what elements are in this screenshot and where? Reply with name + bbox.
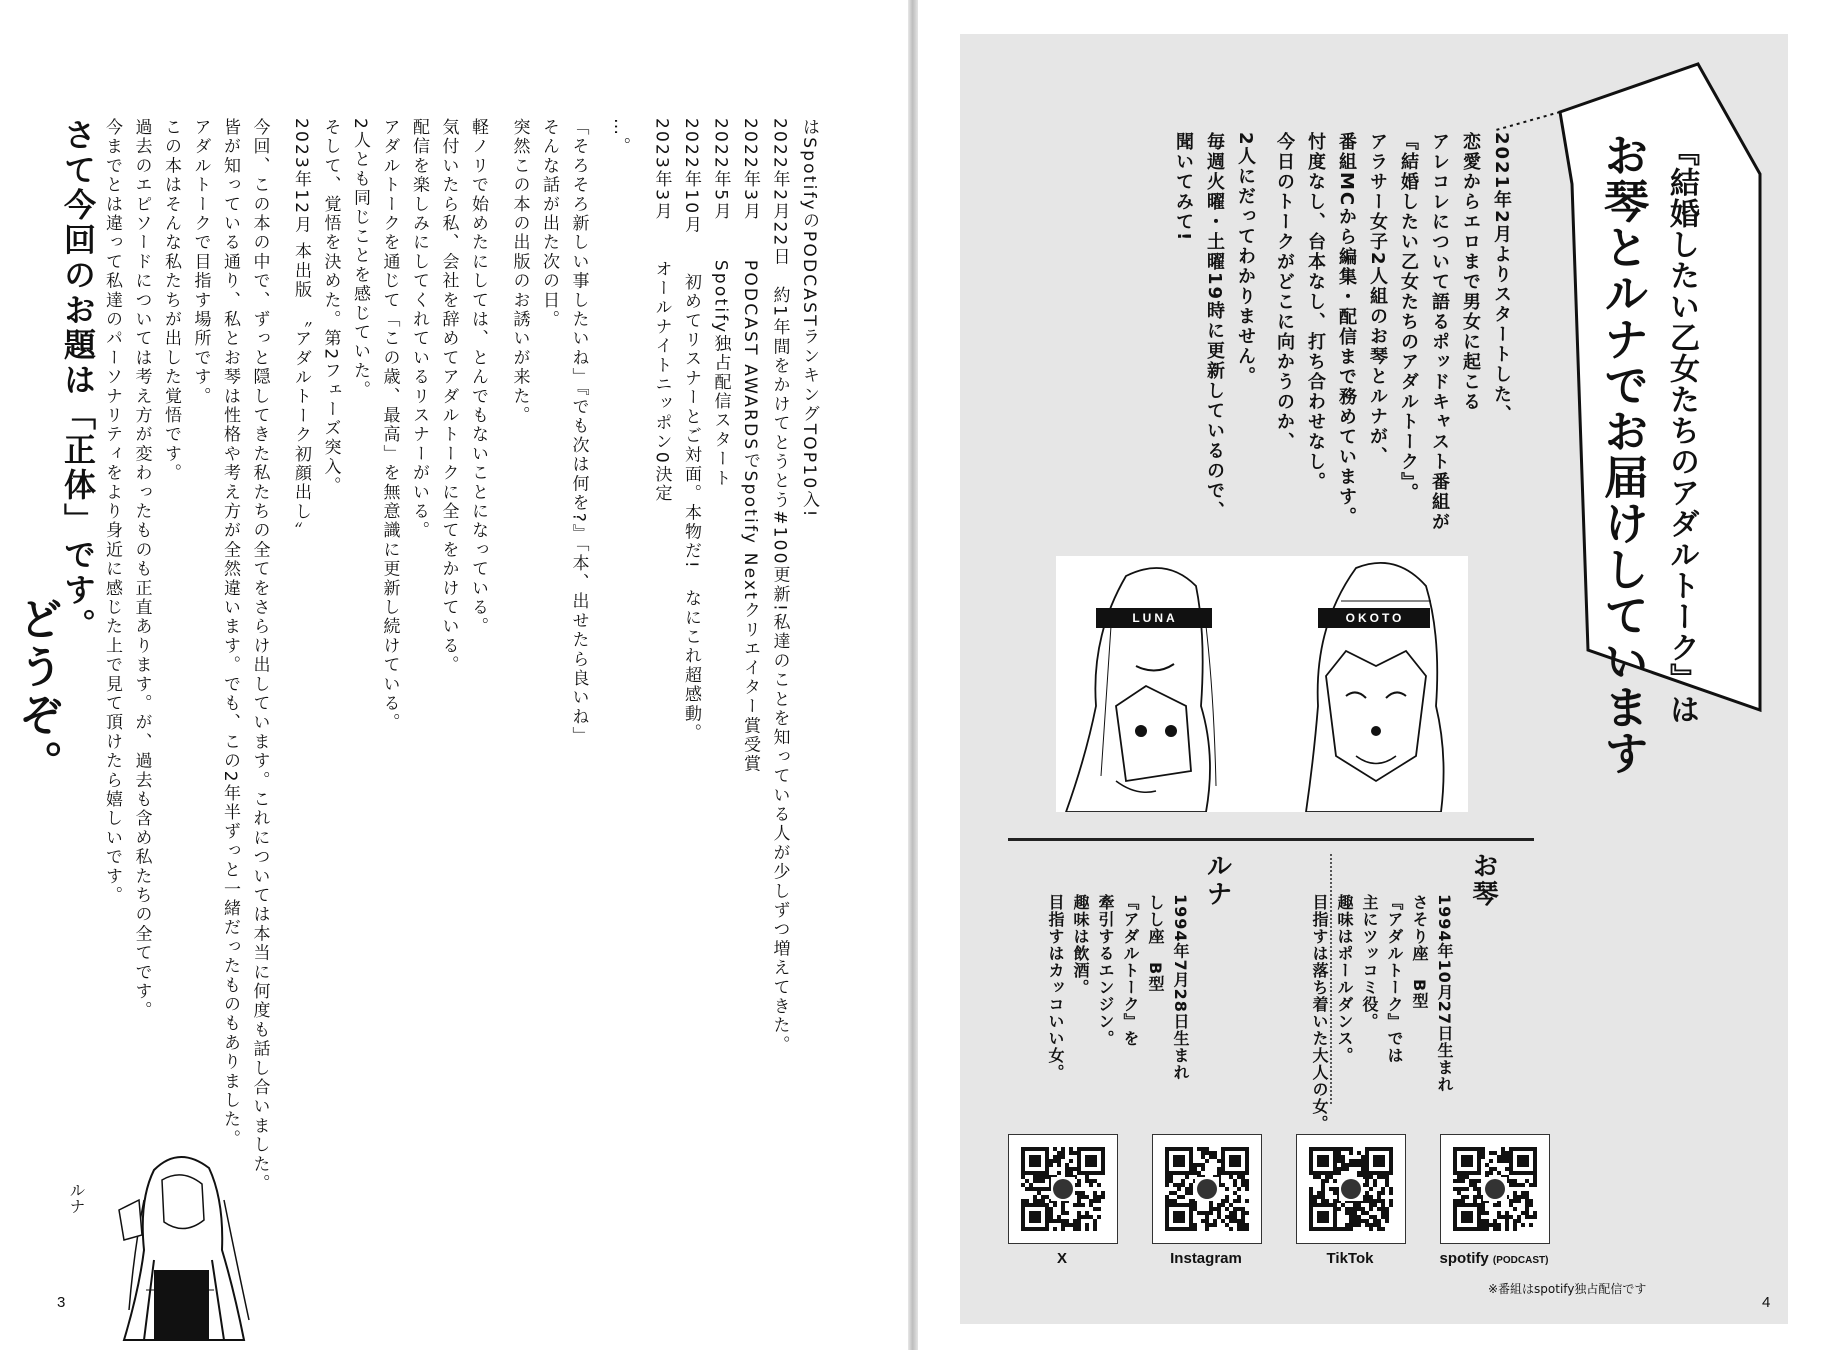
- intro-column: 2人にだってわかりません。: [1235, 132, 1256, 387]
- footnote: ※番組はspotify独占配信です: [1488, 1282, 1647, 1296]
- body-column: 2人とも同じことを感じていた。: [350, 118, 370, 400]
- profile-line: 目指すは落ち着いた大人の女。: [1310, 894, 1329, 1132]
- body-column: アダルトークを通じて「この歳、最高」を無意識に更新し続けている。: [379, 118, 400, 733]
- intro-column: アレコレについて語るポッドキャスト番組が: [1429, 132, 1450, 532]
- body-column: 2022年5月 Spotify独占配信スタート: [710, 118, 731, 488]
- body-column: …。: [610, 118, 630, 157]
- qr-code-tiktok[interactable]: [1296, 1134, 1406, 1244]
- profile-line: 趣味は飲酒。: [1071, 894, 1090, 996]
- profile-okoto-name: お琴: [1468, 852, 1498, 908]
- character-illustration-box: [1056, 556, 1468, 812]
- body-column: 2022年3月 PODCAST AWARDSでSpotify Nextクリエイター賞受賞: [740, 118, 760, 774]
- body-column: 皆が知っている通り、私とお琴は性格や考え方が全然違います。でも、この2年半ずっと一緒だったものもありました。: [220, 118, 240, 1149]
- page-number-left: 3: [57, 1294, 66, 1311]
- profile-line: 1994年7月28日生まれ: [1171, 894, 1190, 1081]
- intro-column: 番組MCから編集・配信まで務めています。: [1336, 132, 1357, 528]
- qr-code-x[interactable]: [1008, 1134, 1118, 1244]
- body-column: 軽ノリで始めたにしては、とんでもないことになっている。: [468, 118, 488, 637]
- body-column: はSpotifyのPODCASTランキングTOP10入!: [799, 118, 819, 519]
- body-column: 2022年10月 初めてリスナーとご対面。本物だ! なにこれ超感動。: [681, 118, 701, 743]
- right-panel: [960, 34, 1788, 1324]
- profile-separator: [1330, 854, 1332, 1104]
- profile-line: しし座 B型: [1146, 894, 1165, 993]
- qr-label: [1414, 1250, 1574, 1267]
- body-column: 2023年3月 オールナイトニッポン0決定: [651, 118, 672, 504]
- body-column: 今回、この本の中で、ずっと隠してきた私たちの全てをさらけ出しています。これについては本当に何度も話し合いました。: [249, 118, 270, 1194]
- body-column: そんな話が出た次の日。: [539, 118, 559, 330]
- qr-code-instagram[interactable]: [1152, 1134, 1262, 1244]
- qr-label-text: spotify: [1439, 1250, 1489, 1267]
- characters-illustration: [1056, 556, 1468, 812]
- profile-line: 趣味はポールダンス。: [1335, 894, 1354, 1064]
- qr-label-text: X: [1056, 1250, 1067, 1267]
- profile-divider: [1008, 838, 1534, 841]
- intro-column: 毎週火曜・土曜19時に更新しているので、: [1204, 132, 1225, 522]
- page-number-right: 4: [1762, 1294, 1771, 1311]
- profile-line: 『アダルトーク』では: [1385, 894, 1404, 1064]
- body-column: 過去のエピソードについては考え方が変わったものも正直あります。が、過去も含め私たちの全てです。: [131, 118, 152, 1021]
- body-column: そして、覚悟を決めた。第2フェーズ突入。: [320, 118, 341, 496]
- body-column: アダルトークで目指す場所です。: [190, 118, 211, 406]
- body-column: 今までとは違って私達のパーソナリティをより身近に感じた上で見て頂けたら嬉しいです。: [102, 118, 122, 906]
- intro-column: 忖度なし、台本なし、打ち合わせなし。: [1305, 132, 1326, 492]
- intro-column: 2021年2月よりスタートした、: [1491, 132, 1512, 425]
- qr-label: [1270, 1250, 1430, 1267]
- intro-column: 今日のトークがどこに向かうのか、: [1274, 132, 1295, 452]
- body-column: この本はそんな私たちが出した覚悟です。: [161, 118, 181, 483]
- qr-label: [1126, 1250, 1286, 1267]
- closing-line-1: さて今回のお題は「正体」です。: [59, 118, 97, 643]
- qr-code-spotify[interactable]: [1440, 1134, 1550, 1244]
- left-page: [0, 0, 908, 1350]
- intro-column: 聞いてみて!: [1173, 132, 1194, 243]
- qr-label-text: Instagram: [1170, 1250, 1242, 1267]
- intro-column: アラサー女子2人組のお琴とルナが、: [1367, 132, 1388, 467]
- profile-line: さそり座 B型: [1410, 894, 1429, 1010]
- intro-column: 恋愛からエロまで男女に起こる: [1460, 132, 1481, 412]
- profile-line: 牽引するエンジン。: [1096, 894, 1115, 1047]
- book-gutter: [908, 0, 918, 1350]
- body-column: 「そろそろ新しい事したいね」『でも次は何を?』「本、出せたら良いね」: [568, 118, 589, 746]
- body-column: 2022年2月22日 約1年間をかけてとうとう#100更新!私達のことを知っている人が少しずつ増えてきた。: [769, 118, 790, 1055]
- body-column: 配信を楽しみにしてくれているリスナーがいる。: [409, 118, 429, 541]
- body-column: 気付いたら私、会社を辞めてアダルトークに全てをかけている。: [438, 118, 459, 675]
- name-tag-okoto: OKOTO: [1345, 611, 1405, 625]
- intro-column: 『結婚したい乙女たちのアダルトーク』。: [1398, 132, 1419, 503]
- name-tag-luna: LUNA: [1132, 611, 1178, 625]
- profile-luna-name: ルナ: [1202, 852, 1232, 908]
- profile-line: 主にツッコミ役。: [1360, 894, 1379, 1030]
- qr-label-sub: (PODCAST): [1492, 1255, 1549, 1266]
- banner-line-2: お琴とルナでお届けしています: [1596, 132, 1649, 776]
- profile-line: 1994年10月27日生まれ: [1435, 894, 1454, 1094]
- body-column: 突然この本の出版のお誘いが来た。: [509, 118, 530, 426]
- body-column: 2023年12月 本出版 〝アダルトーク初顔出し〟: [291, 118, 311, 541]
- banner-line-1: 『結婚したい乙女たちのアダルトーク』は: [1664, 136, 1699, 725]
- closing-line-2: どうぞ。: [11, 596, 62, 788]
- profile-line: 『アダルトーク』を: [1121, 894, 1140, 1047]
- luna-illustration: [84, 1140, 274, 1350]
- qr-label: [982, 1250, 1142, 1267]
- signature: ルナ: [67, 1182, 86, 1214]
- profile-line: 目指すはカッコいい女。: [1046, 894, 1065, 1081]
- right-page: [918, 0, 1826, 1350]
- qr-label-text: TikTok: [1326, 1250, 1374, 1267]
